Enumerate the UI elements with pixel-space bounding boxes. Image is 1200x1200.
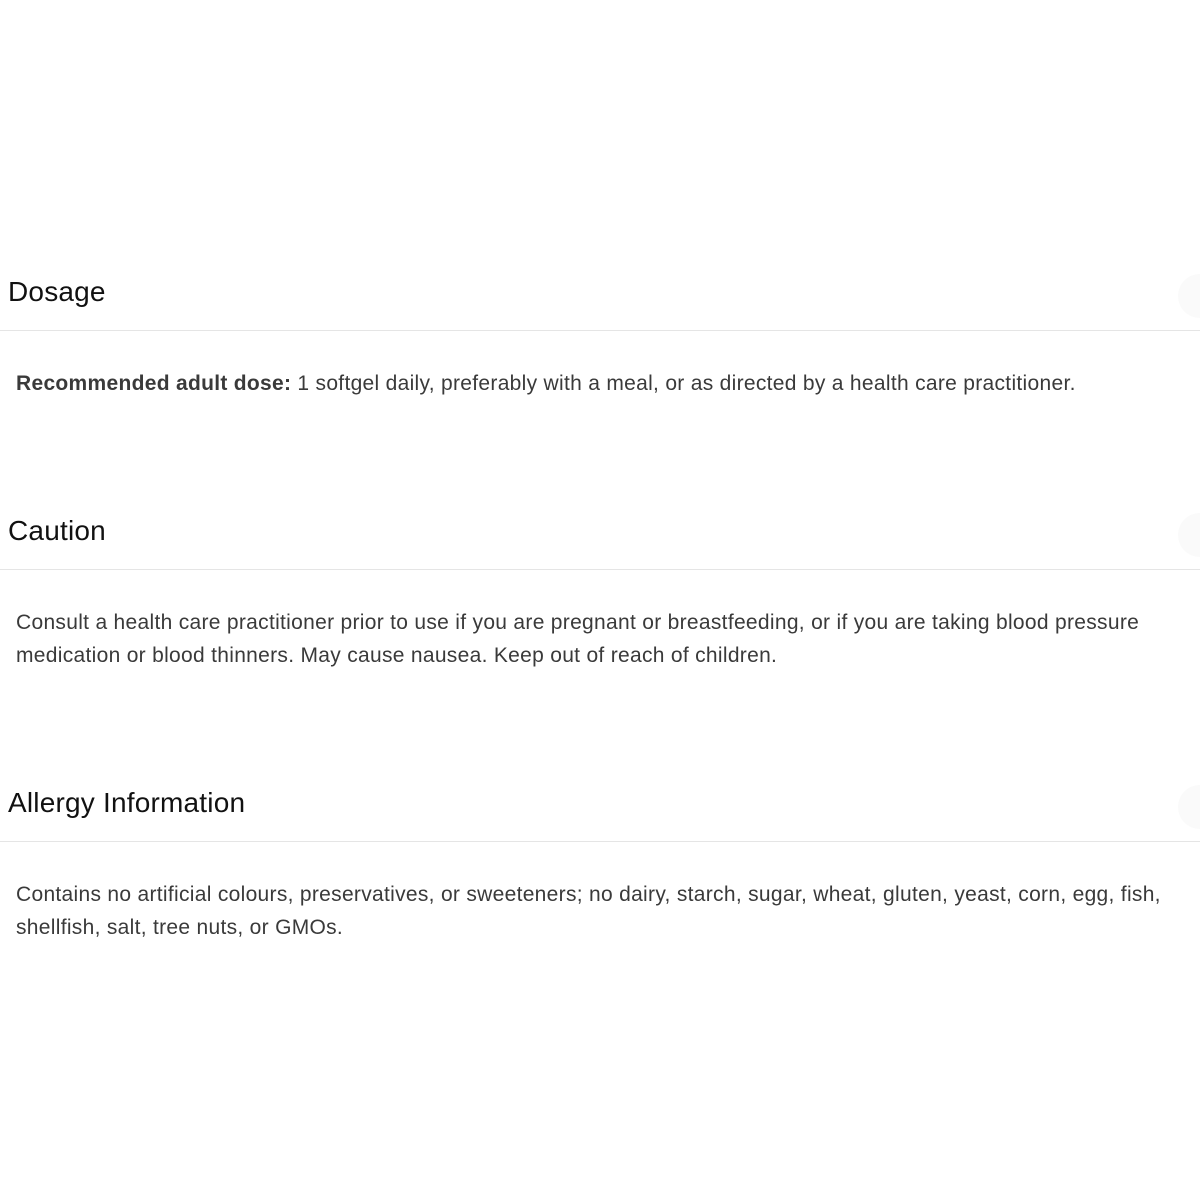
dosage-section [0, 260, 1200, 395]
dosage-accordion-header[interactable] [0, 260, 1200, 331]
caution-content: Consult a health care practitioner prior to use if you are pregnant or breastfeeding, or if you are taking blood pressure medication or blood thinners. May cause nausea. Keep out of reach of children. [16, 611, 1140, 667]
dosage-title: Dosage [8, 276, 106, 307]
allergy-accordion-header[interactable] [0, 771, 1200, 842]
allergy-content: Contains no artificial colours, preservatives, or sweeteners; no dairy, starch, sugar, wheat, gluten, yeast, corn, egg, fish, shellfish, salt, tree nuts, or GMOs. [16, 883, 1161, 939]
dosage-content [16, 367, 1200, 400]
expand-toggle-icon[interactable] [1178, 513, 1200, 557]
expand-toggle-icon[interactable] [1178, 274, 1200, 318]
allergy-section [0, 771, 1200, 939]
allergy-title: Allergy Information [8, 787, 246, 818]
dosage-text: 1 softgel daily, preferably with a meal, or as directed by a health care practitioner. [291, 372, 1076, 395]
caution-title: Caution [8, 515, 106, 546]
caution-section [0, 499, 1200, 667]
expand-toggle-icon[interactable] [1178, 785, 1200, 829]
caution-accordion-header[interactable] [0, 499, 1200, 570]
dosage-label: Recommended adult dose: [16, 372, 292, 395]
